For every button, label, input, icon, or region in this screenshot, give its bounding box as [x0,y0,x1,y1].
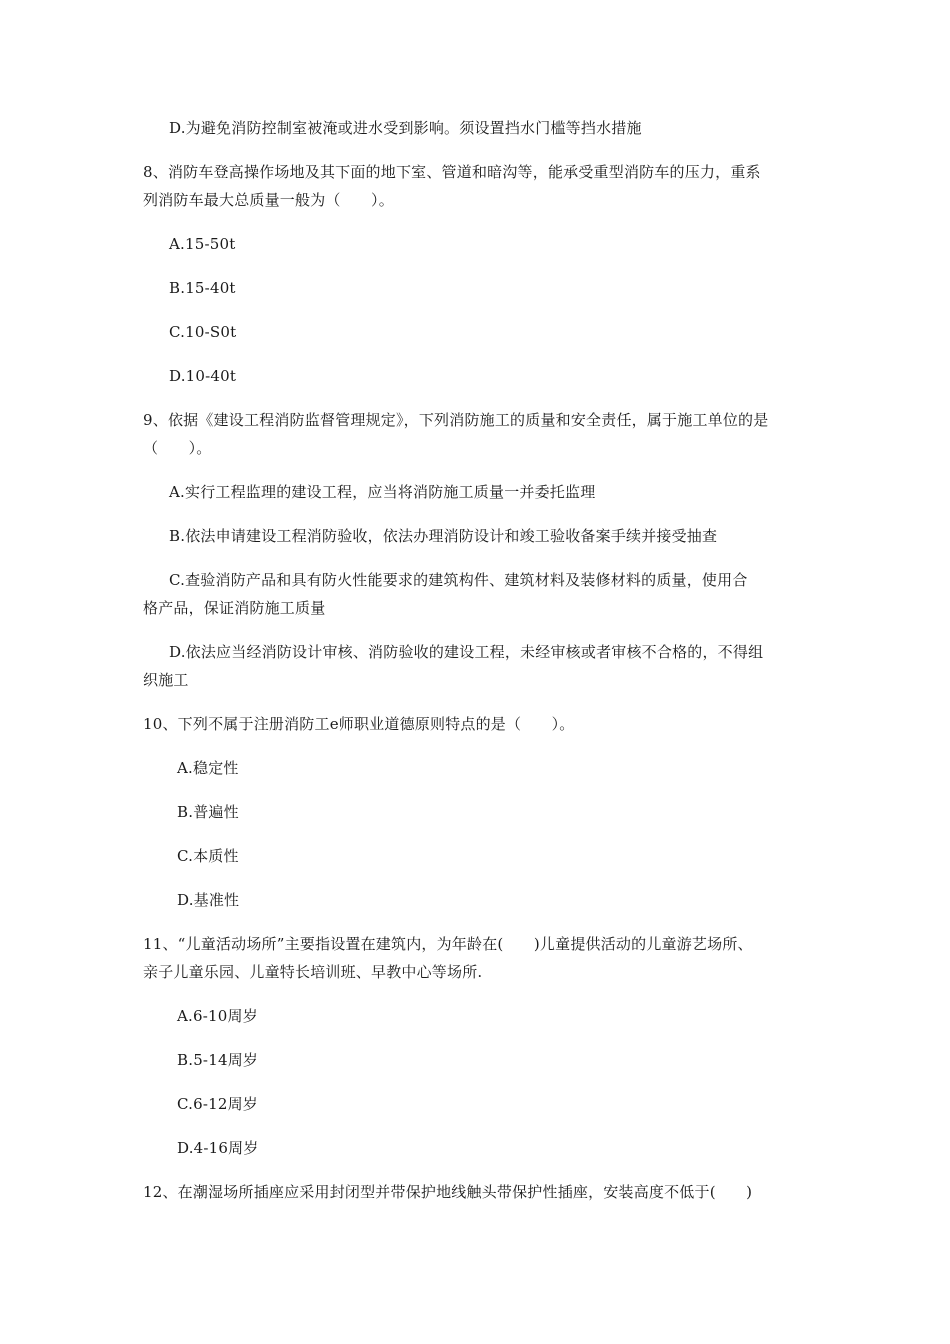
q11-option-b: B.5-14周岁 [177,1051,259,1069]
q9-option-a: A.实行工程监理的建设工程，应当将消防施工质量一并委托监理 [169,483,596,501]
q10-option-c: C.本质性 [177,847,239,865]
q11-option-c: C.6-12周岁 [177,1095,259,1113]
q8-stem-line1: 8、消防车登高操作场地及其下面的地下室、管道和暗沟等，能承受重型消防车的压力，重系 [143,163,761,181]
q12-stem-line1: 12、在潮湿场所插座应采用封闭型并带保护地线触头带保护性插座，安装高度不低于( ) [143,1183,753,1201]
q8-option-c: C.10-S0t [169,323,237,341]
q9-option-b: B.依法申请建设工程消防验收，依法办理消防设计和竣工验收备案手续并接受抽查 [169,527,718,545]
q8-option-a: A.15-50t [169,235,236,253]
q10-stem-line1: 10、下列不属于注册消防工e师职业道德原则特点的是（ ）。 [143,715,575,733]
q11-stem-line1: 11、“儿童活动场所”主要指设置在建筑内，为年龄在( )儿童提供活动的儿童游艺场所、 [143,935,753,953]
q10-option-a: A.稳定性 [177,759,239,777]
q11-option-d: D.4-16周岁 [177,1139,259,1157]
q10-option-d: D.基准性 [177,891,240,909]
q8-stem-line2: 列消防车最大总质量一般为（ ）。 [143,191,394,209]
q9-option-c-line2: 格产品，保证消防施工质量 [143,599,326,617]
q11-stem-line2: 亲子儿童乐园、儿童特长培训班、早教中心等场所. [143,963,483,981]
q9-option-d-line2: 织施工 [143,671,189,689]
q7-option-d: D.为避免消防控制室被淹或进水受到影响。须设置挡水门槛等挡水措施 [169,119,642,137]
q9-stem-line2: （ ）。 [143,439,212,457]
q9-stem-line1: 9、依据《建设工程消防监督管理规定》，下列消防施工的质量和安全责任，属于施工单位的是 [143,411,769,429]
q9-option-d-line1: D.依法应当经消防设计审核、消防验收的建设工程，未经审核或者审核不合格的，不得组 [169,643,764,661]
q8-option-b: B.15-40t [169,279,236,297]
q8-option-d: D.10-40t [169,367,237,385]
q10-option-b: B.普遍性 [177,803,239,821]
q9-option-c-line1: C.查验消防产品和具有防火性能要求的建筑构件、建筑材料及装修材料的质量，使用合 [169,571,748,589]
q11-option-a: A.6-10周岁 [177,1007,258,1025]
